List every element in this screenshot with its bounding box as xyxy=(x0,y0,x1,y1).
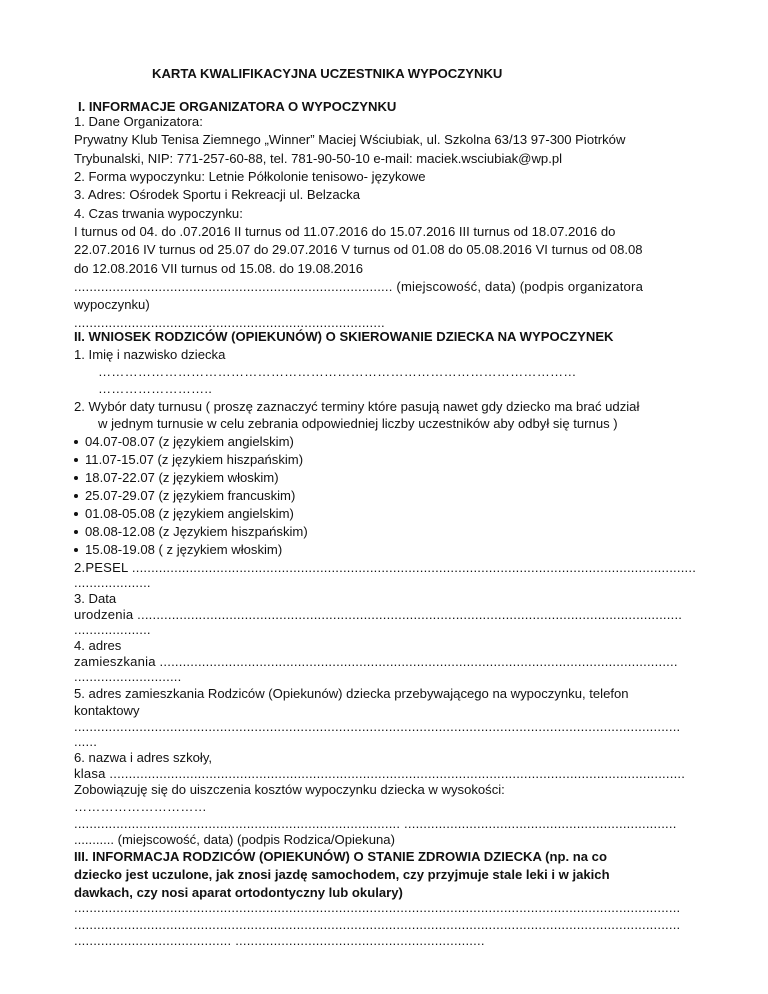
birth-date-label: 3. Data xyxy=(74,591,117,606)
pesel-field[interactable]: 2.PESEL ................................................................................................................................................... xyxy=(74,560,697,575)
turnus-option-label: 15.08-19.08 ( z językiem włoskim) xyxy=(85,542,283,557)
organizer-label: 1. Dane Organizatora: xyxy=(74,114,203,129)
turnus-line-3: do 12.08.2016 VII turnus od 15.08. do 19.08.2016 xyxy=(74,261,364,276)
child-name-fill-1[interactable]: ……………………………………………………………………………………………… xyxy=(98,364,577,379)
turnus-option-label: 04.07-08.07 (z językiem angielskim) xyxy=(85,434,294,449)
parents-address-label: 5. adres zamieszkania Rodziców (Opiekunów) dziecka przebywającego na wypoczynku, telefon xyxy=(74,686,629,701)
turnus-option[interactable] xyxy=(74,542,282,558)
address-field[interactable]: zamieszkania ....................................................................................................................................... xyxy=(74,654,678,669)
section-3-heading-3: dawkach, czy nosi aparat ortodontyczny lub okulary) xyxy=(74,885,403,900)
turnus-option[interactable] xyxy=(74,506,294,522)
turnus-line-1: I turnus od 04. do .07.2016 II turnus od 11.07.2016 do 15.07.2016 III turnus od 18.07.2016 do xyxy=(74,224,616,239)
turnus-option-label: 08.08-12.08 (z Językiem hiszpańskim) xyxy=(85,524,308,539)
address-label: 4. adres xyxy=(74,638,122,653)
bullet-icon xyxy=(74,548,78,552)
child-name-label: 1. Imię i nazwisko dziecka xyxy=(74,347,226,362)
organizer-line-1: Prywatny Klub Tenisa Ziemnego „Winner” Maciej Wściubiak, ul. Szkolna 63/13 97-300 Piotrków xyxy=(74,132,626,147)
document-title: KARTA KWALIFIKACYJNA UCZESTNIKA WYPOCZYNKU xyxy=(152,66,503,81)
contact-label: kontaktowy xyxy=(74,703,140,718)
address-field-cont[interactable]: ............................ xyxy=(74,669,182,684)
bullet-icon xyxy=(74,512,78,516)
form-of-stay: 2. Forma wypoczynku: Letnie Półkolonie tenisowo- językowe xyxy=(74,169,426,184)
section-3-heading-2: dziecko jest uczulone, jak znosi jazdę samochodem, czy przyjmuje stale leki i w jakich xyxy=(74,867,610,882)
bullet-icon xyxy=(74,476,78,480)
birth-date-field-cont[interactable]: .................... xyxy=(74,622,151,637)
organizer-signature-line-cont: wypoczynku) xyxy=(74,297,150,312)
bullet-icon xyxy=(74,494,78,498)
cost-commitment: Zobowiązuję się do uiszczenia kosztów wypoczynku dziecka w wysokości: xyxy=(74,782,505,797)
class-field[interactable]: klasa ...................................................................................................................................................... xyxy=(74,766,686,781)
cost-amount-field[interactable]: ………………………… xyxy=(74,799,207,814)
turnus-choice-line-1: 2. Wybór daty turnusu ( proszę zaznaczyć terminy które pasują nawet gdy dziecko ma brać udział xyxy=(74,399,640,414)
health-info-signature-field[interactable]: ......................................... ................................................................. xyxy=(74,933,485,948)
turnus-option[interactable] xyxy=(74,452,303,468)
parents-address-field-cont[interactable]: ...... xyxy=(74,734,98,749)
school-label: 6. nazwa i adres szkoły, xyxy=(74,750,213,765)
health-info-field[interactable]: .............................................................................................................................................................. xyxy=(74,900,681,915)
organizer-signature-fill[interactable]: ................................................................................. xyxy=(74,315,385,330)
bullet-icon xyxy=(74,530,78,534)
section-2-heading: II. WNIOSEK RODZICÓW (OPIEKUNÓW) O SKIEROWANIE DZIECKA NA WYPOCZYNEK xyxy=(74,329,614,344)
turnus-option-label: 18.07-22.07 (z językiem włoskim) xyxy=(85,470,279,485)
health-info-field[interactable]: .............................................................................................................................................................. xyxy=(74,917,681,932)
address-line: 3. Adres: Ośrodek Sportu i Rekreacji ul. Belzacka xyxy=(74,187,361,202)
turnus-choice-line-2: w jednym turnusie w celu zebrania odpowiedniej liczby uczestników aby odbył się turnus ) xyxy=(98,416,618,431)
pesel-field-cont[interactable]: .................... xyxy=(74,575,151,590)
parent-signature-field[interactable]: ..................................................................................... ....................................................................... xyxy=(74,816,677,831)
turnus-option[interactable] xyxy=(74,470,279,486)
duration-label: 4. Czas trwania wypoczynku: xyxy=(74,206,243,221)
section-1-heading: I. INFORMACJE ORGANIZATORA O WYPOCZYNKU xyxy=(78,99,397,114)
turnus-option-label: 25.07-29.07 (z językiem francuskim) xyxy=(85,488,296,503)
turnus-option[interactable] xyxy=(74,488,295,504)
parent-signature-caption: ........... (miejscowość, data) (podpis Rodzica/Opiekuna) xyxy=(74,832,395,847)
turnus-option-label: 11.07-15.07 (z językiem hiszpańskim) xyxy=(85,452,304,467)
birth-date-field[interactable]: urodzenia .............................................................................................................................................. xyxy=(74,607,683,622)
section-3-heading-1: III. INFORMACJA RODZICÓW (OPIEKUNÓW) O STANIE ZDROWIA DZIECKA (np. na co xyxy=(74,849,607,864)
child-name-fill-2[interactable]: …………………….. xyxy=(98,381,213,396)
organizer-line-2: Trybunalski, NIP: 771-257-60-88, tel. 781-90-50-10 e-mail: maciek.wsciubiak@wp.pl xyxy=(74,151,563,166)
turnus-line-2: 22.07.2016 IV turnus od 25.07 do 29.07.2016 V turnus od 01.08 do 05.08.2016 VI turnus od 08.08 xyxy=(74,242,643,257)
organizer-signature-line[interactable]: ................................................................................... (miejscowość, data) (podpis organizatora xyxy=(74,279,644,294)
turnus-option[interactable] xyxy=(74,524,308,540)
bullet-icon xyxy=(74,458,78,462)
bullet-icon xyxy=(74,440,78,444)
turnus-option-label: 01.08-05.08 (z językiem angielskim) xyxy=(85,506,294,521)
parents-address-field[interactable]: .............................................................................................................................................................. xyxy=(74,719,681,734)
turnus-option[interactable] xyxy=(74,434,294,450)
